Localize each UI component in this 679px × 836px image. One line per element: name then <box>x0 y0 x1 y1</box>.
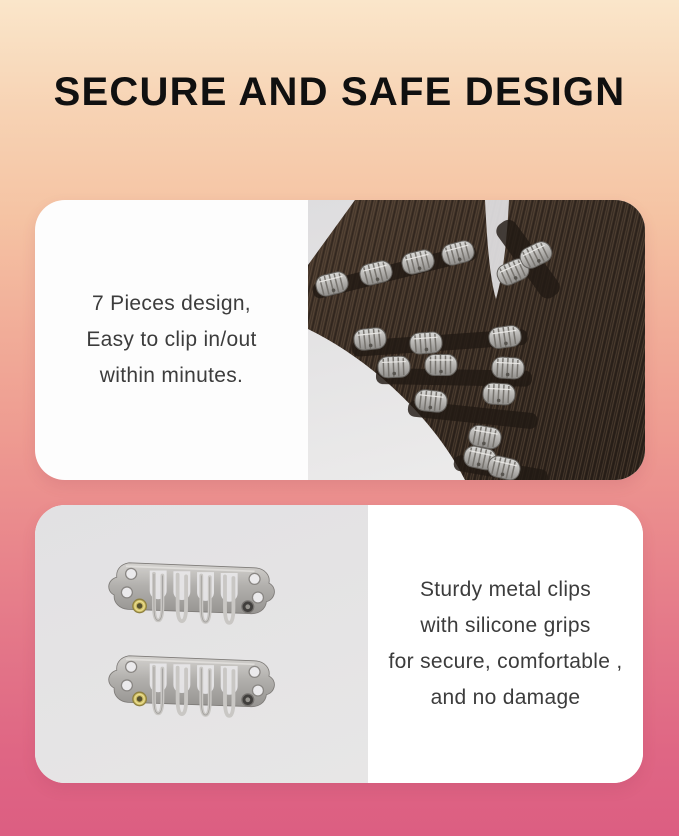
hair-extensions-photo <box>308 200 645 480</box>
pieces-line-1: 7 Pieces design, <box>92 292 251 315</box>
clips-line-4: and no damage <box>430 686 581 709</box>
clips-description <box>368 505 643 783</box>
pieces-line-2: Easy to clip in/out <box>86 328 257 351</box>
metal-clips-photo <box>35 505 368 783</box>
clips-line-3: for secure, comfortable , <box>388 650 623 673</box>
metal-clip-illustration-2 <box>99 648 285 733</box>
feature-card-clips <box>35 505 643 783</box>
clips-line-1: Sturdy metal clips <box>419 578 592 601</box>
pieces-description <box>35 200 308 480</box>
hair-extensions-illustration <box>308 200 645 480</box>
clips-line-2: with silicone grips <box>420 614 591 637</box>
page-title: SECURE AND SAFE DESIGN <box>53 70 626 114</box>
metal-clip-illustration-1 <box>99 555 285 640</box>
feature-card-pieces <box>35 200 645 480</box>
pieces-line-3: within minutes. <box>99 364 244 387</box>
